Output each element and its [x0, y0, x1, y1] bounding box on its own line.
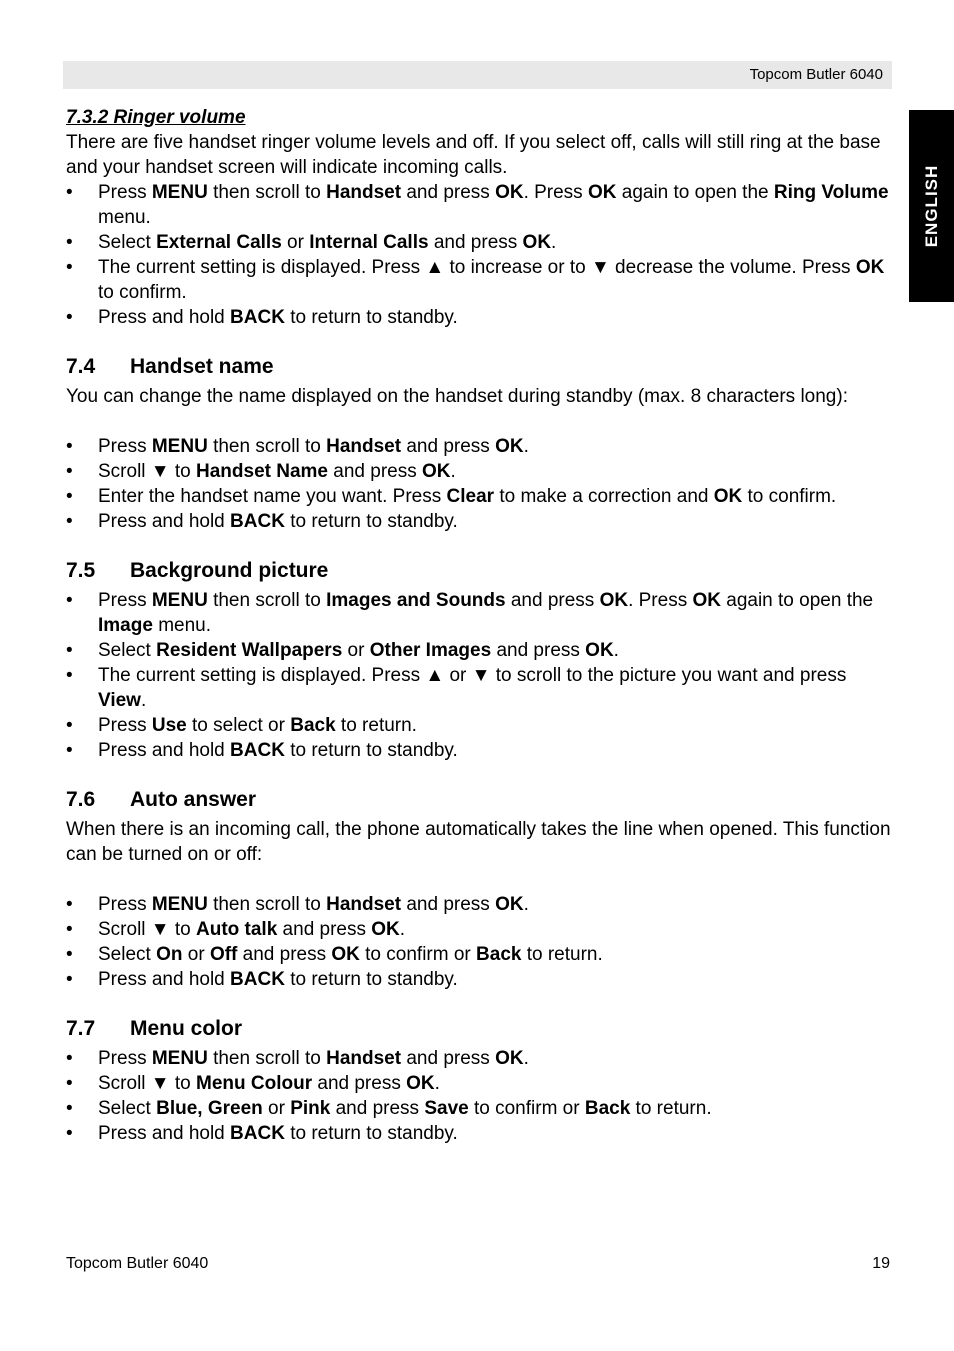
- list-item: • The current setting is displayed. Press ▲ or ▼ to scroll to the picture you want and press View.: [66, 663, 896, 713]
- list-item: • Select Blue, Green or Pink and press Save to confirm or Back to return.: [66, 1096, 896, 1121]
- subsection-title: 7.3.2 Ringer volume: [66, 107, 246, 128]
- section-intro: When there is an incoming call, the phone automatically takes the line when opened. This function can be turned on or off:: [66, 819, 891, 865]
- list-item: • Scroll ▼ to Handset Name and press OK.: [66, 459, 896, 484]
- section-handset-name: [66, 354, 896, 534]
- bullet-list: [66, 588, 896, 763]
- list-item: • Press and hold BACK to return to standby.: [66, 1121, 896, 1146]
- list-item: • Press MENU then scroll to Handset and press OK. Press OK again to open the Ring Volume menu.: [66, 180, 896, 230]
- section-title: 7.7 Menu color: [66, 1017, 243, 1040]
- bullet-list: [66, 434, 896, 534]
- section-intro: You can change the name displayed on the handset during standby (max. 8 characters long):: [66, 386, 848, 407]
- page-content: [66, 105, 896, 1146]
- list-item: • Press MENU then scroll to Handset and press OK.: [66, 434, 896, 459]
- section-background-picture: [66, 558, 896, 763]
- list-item: • Press MENU then scroll to Handset and press OK.: [66, 892, 896, 917]
- section-title: 7.5 Background picture: [66, 559, 329, 582]
- list-item: • The current setting is displayed. Press ▲ to increase or to ▼ decrease the volume. Press OK to confirm.: [66, 255, 896, 305]
- list-item: • Enter the handset name you want. Press Clear to make a correction and OK to confirm.: [66, 484, 896, 509]
- list-item: • Select Resident Wallpapers or Other Images and press OK.: [66, 638, 896, 663]
- section-auto-answer: [66, 787, 896, 992]
- list-item: • Select External Calls or Internal Calls and press OK.: [66, 230, 896, 255]
- section-intro: There are five handset ringer volume levels and off. If you select off, calls will still ring at the base and your handset screen will indicate incoming calls.: [66, 132, 881, 178]
- list-item: • Scroll ▼ to Auto talk and press OK.: [66, 917, 896, 942]
- header-title: Topcom Butler 6040: [749, 66, 883, 83]
- list-item: • Press Use to select or Back to return.: [66, 713, 896, 738]
- footer-product-name: Topcom Butler 6040: [66, 1255, 209, 1272]
- list-item: • Press and hold BACK to return to standby.: [66, 305, 896, 330]
- list-item: • Press and hold BACK to return to standby.: [66, 967, 896, 992]
- list-item: • Press MENU then scroll to Images and Sounds and press OK. Press OK again to open the Image menu.: [66, 588, 896, 638]
- language-tab-label: ENGLISH: [921, 164, 941, 248]
- list-item: • Press and hold BACK to return to standby.: [66, 509, 896, 534]
- list-item: • Scroll ▼ to Menu Colour and press OK.: [66, 1071, 896, 1096]
- list-item: • Select On or Off and press OK to confirm or Back to return.: [66, 942, 896, 967]
- language-tab: [909, 110, 954, 302]
- bullet-list: [66, 180, 896, 330]
- page-header: [63, 61, 892, 89]
- list-item: • Press MENU then scroll to Handset and press OK.: [66, 1046, 896, 1071]
- bullet-list: [66, 892, 896, 992]
- section-title: 7.6 Auto answer: [66, 788, 257, 811]
- bullet-list: [66, 1046, 896, 1146]
- list-item: • Press and hold BACK to return to standby.: [66, 738, 896, 763]
- section-ringer-volume: [66, 105, 896, 330]
- section-menu-color: [66, 1016, 896, 1146]
- section-title: 7.4 Handset name: [66, 355, 274, 378]
- page-number: 19: [872, 1255, 890, 1272]
